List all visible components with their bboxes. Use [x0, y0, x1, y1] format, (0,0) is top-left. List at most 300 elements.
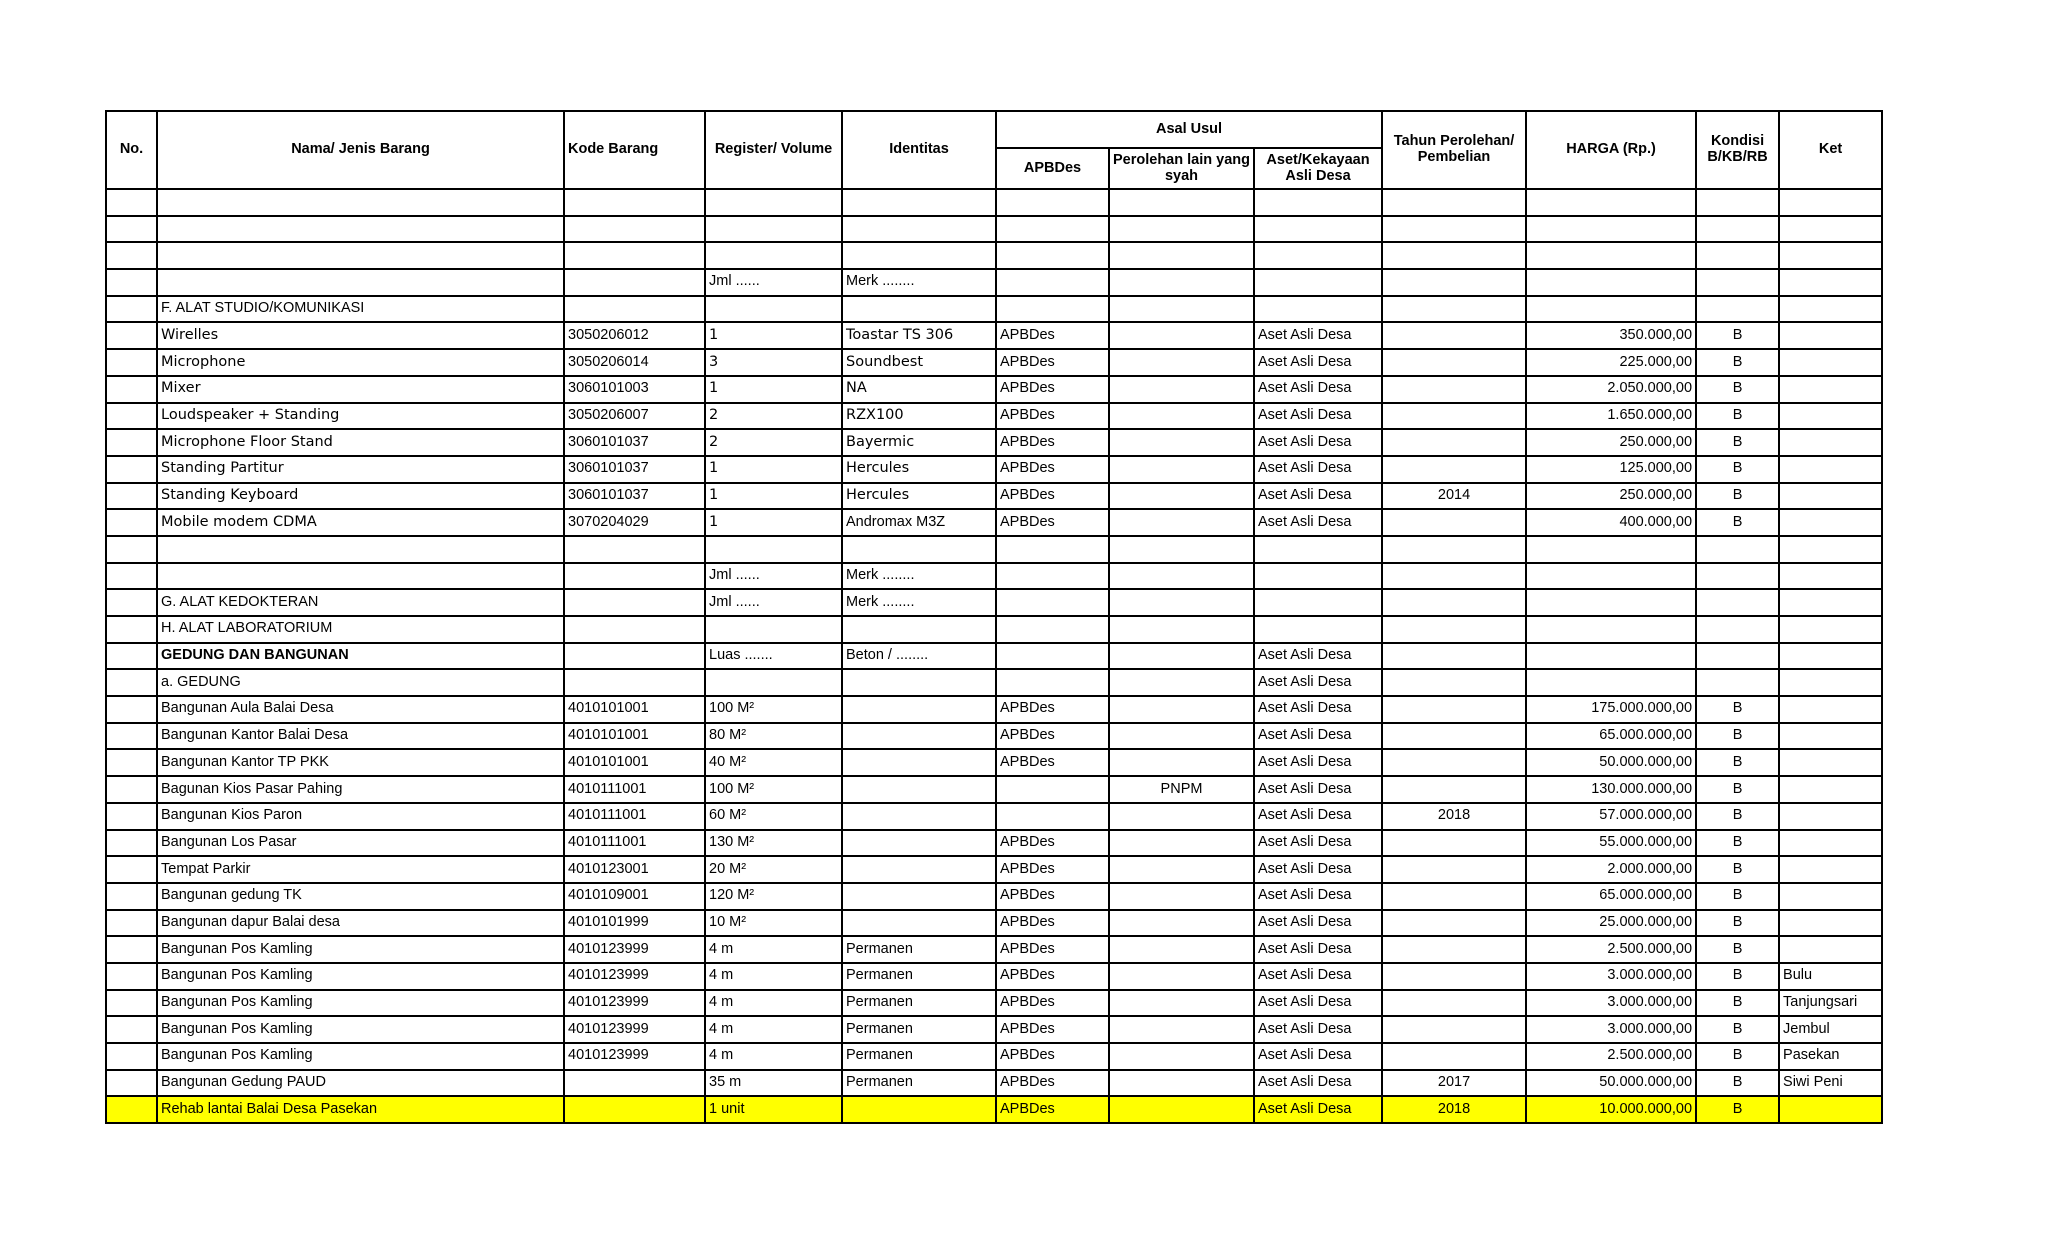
- cell-kondisi: [1696, 616, 1779, 643]
- cell-no: [106, 1043, 157, 1070]
- cell-ident: Permanen: [842, 990, 996, 1017]
- cell-ident: Merk ........: [842, 563, 996, 590]
- cell-ident: Permanen: [842, 963, 996, 990]
- cell-kondisi: B: [1696, 963, 1779, 990]
- cell-aset: Aset Asli Desa: [1254, 803, 1382, 830]
- cell-harga: 65.000.000,00: [1526, 723, 1696, 750]
- cell-apbdes: APBDes: [996, 1043, 1109, 1070]
- cell-apbdes: APBDes: [996, 883, 1109, 910]
- cell-harga: 65.000.000,00: [1526, 883, 1696, 910]
- cell-nama: [157, 536, 564, 563]
- cell-harga: 350.000,00: [1526, 322, 1696, 349]
- cell-kondisi: [1696, 269, 1779, 296]
- cell-nama: [157, 216, 564, 243]
- cell-no: [106, 1070, 157, 1097]
- cell-aset: Aset Asli Desa: [1254, 749, 1382, 776]
- table-row: [106, 883, 1882, 910]
- cell-kondisi: B: [1696, 883, 1779, 910]
- header-apbdes: APBDes: [996, 148, 1109, 189]
- cell-nama: Bangunan Pos Kamling: [157, 1043, 564, 1070]
- cell-aset: Aset Asli Desa: [1254, 483, 1382, 510]
- cell-reg: [705, 242, 842, 269]
- cell-aset: Aset Asli Desa: [1254, 1016, 1382, 1043]
- cell-aset: Aset Asli Desa: [1254, 1043, 1382, 1070]
- cell-no: [106, 776, 157, 803]
- cell-apbdes: [996, 296, 1109, 323]
- cell-kode: [564, 1070, 705, 1097]
- cell-harga: 10.000.000,00: [1526, 1096, 1696, 1123]
- cell-tahun: [1382, 910, 1526, 937]
- cell-tahun: [1382, 509, 1526, 536]
- cell-aset: Aset Asli Desa: [1254, 856, 1382, 883]
- cell-tahun: [1382, 749, 1526, 776]
- header-nama: Nama/ Jenis Barang: [157, 111, 564, 189]
- cell-nama: Bangunan Pos Kamling: [157, 963, 564, 990]
- cell-lain: [1109, 376, 1254, 403]
- cell-aset: Aset Asli Desa: [1254, 776, 1382, 803]
- cell-reg: 4 m: [705, 1043, 842, 1070]
- cell-tahun: [1382, 322, 1526, 349]
- cell-tahun: [1382, 616, 1526, 643]
- cell-ket: [1779, 910, 1882, 937]
- cell-kondisi: B: [1696, 936, 1779, 963]
- table-row: [106, 1043, 1882, 1070]
- cell-kondisi: B: [1696, 322, 1779, 349]
- cell-lain: [1109, 216, 1254, 243]
- cell-tahun: [1382, 376, 1526, 403]
- cell-no: [106, 749, 157, 776]
- table-row: [106, 403, 1882, 430]
- cell-no: [106, 883, 157, 910]
- cell-ket: Tanjungsari: [1779, 990, 1882, 1017]
- cell-kode: 3050206014: [564, 349, 705, 376]
- cell-kondisi: B: [1696, 376, 1779, 403]
- cell-lain: [1109, 242, 1254, 269]
- cell-tahun: [1382, 429, 1526, 456]
- cell-kode: 3050206007: [564, 403, 705, 430]
- cell-ket: [1779, 536, 1882, 563]
- cell-reg: 4 m: [705, 990, 842, 1017]
- cell-ident: [842, 1096, 996, 1123]
- cell-ket: [1779, 830, 1882, 857]
- cell-lain: [1109, 669, 1254, 696]
- cell-apbdes: APBDes: [996, 456, 1109, 483]
- cell-reg: 40 M²: [705, 749, 842, 776]
- cell-kondisi: B: [1696, 696, 1779, 723]
- cell-kondisi: [1696, 643, 1779, 670]
- cell-reg: 10 M²: [705, 910, 842, 937]
- cell-ident: [842, 776, 996, 803]
- cell-lain: [1109, 1016, 1254, 1043]
- cell-harga: [1526, 616, 1696, 643]
- cell-ket: [1779, 216, 1882, 243]
- table-row: [106, 296, 1882, 323]
- table-row: [106, 723, 1882, 750]
- cell-no: [106, 589, 157, 616]
- cell-ident: Merk ........: [842, 269, 996, 296]
- cell-no: [106, 483, 157, 510]
- cell-apbdes: APBDes: [996, 723, 1109, 750]
- cell-kondisi: B: [1696, 1043, 1779, 1070]
- cell-tahun: [1382, 563, 1526, 590]
- cell-no: [106, 563, 157, 590]
- cell-lain: [1109, 803, 1254, 830]
- cell-ket: [1779, 456, 1882, 483]
- cell-apbdes: APBDes: [996, 509, 1109, 536]
- cell-apbdes: APBDes: [996, 856, 1109, 883]
- cell-apbdes: APBDes: [996, 429, 1109, 456]
- table-row: [106, 910, 1882, 937]
- cell-no: [106, 669, 157, 696]
- cell-harga: 57.000.000,00: [1526, 803, 1696, 830]
- cell-kode: 3060101003: [564, 376, 705, 403]
- cell-apbdes: APBDes: [996, 1070, 1109, 1097]
- cell-lain: [1109, 963, 1254, 990]
- cell-ident: [842, 856, 996, 883]
- table-row: [106, 696, 1882, 723]
- cell-kode: [564, 669, 705, 696]
- cell-ket: [1779, 563, 1882, 590]
- cell-lain: [1109, 189, 1254, 216]
- cell-lain: [1109, 349, 1254, 376]
- cell-kode: 4010123999: [564, 936, 705, 963]
- cell-no: [106, 403, 157, 430]
- cell-reg: Jml ......: [705, 269, 842, 296]
- cell-nama: G. ALAT KEDOKTERAN: [157, 589, 564, 616]
- cell-lain: [1109, 456, 1254, 483]
- cell-kode: [564, 616, 705, 643]
- cell-nama: Bangunan Kantor Balai Desa: [157, 723, 564, 750]
- cell-reg: 100 M²: [705, 776, 842, 803]
- cell-harga: [1526, 589, 1696, 616]
- cell-kode: [564, 296, 705, 323]
- cell-ket: [1779, 349, 1882, 376]
- cell-reg: 1 unit: [705, 1096, 842, 1123]
- cell-harga: 175.000.000,00: [1526, 696, 1696, 723]
- header-asal-usul: Asal Usul: [996, 111, 1382, 148]
- cell-no: [106, 803, 157, 830]
- cell-tahun: [1382, 1043, 1526, 1070]
- cell-reg: 1: [705, 376, 842, 403]
- cell-harga: [1526, 296, 1696, 323]
- cell-no: [106, 696, 157, 723]
- cell-ident: Permanen: [842, 1043, 996, 1070]
- cell-ident: Soundbest: [842, 349, 996, 376]
- cell-ident: Permanen: [842, 1070, 996, 1097]
- cell-kode: 3050206012: [564, 322, 705, 349]
- cell-aset: [1254, 616, 1382, 643]
- cell-kondisi: B: [1696, 1096, 1779, 1123]
- cell-kode: 3060101037: [564, 429, 705, 456]
- cell-ket: [1779, 883, 1882, 910]
- cell-apbdes: APBDes: [996, 403, 1109, 430]
- header-tahun: Tahun Perolehan/ Pembelian: [1382, 111, 1526, 189]
- cell-ket: [1779, 1096, 1882, 1123]
- cell-ket: [1779, 269, 1882, 296]
- cell-nama: Bagunan Kios Pasar Pahing: [157, 776, 564, 803]
- cell-lain: [1109, 990, 1254, 1017]
- cell-kondisi: B: [1696, 1016, 1779, 1043]
- table-row: [106, 1070, 1882, 1097]
- cell-apbdes: [996, 669, 1109, 696]
- cell-tahun: 2014: [1382, 483, 1526, 510]
- cell-no: [106, 376, 157, 403]
- cell-apbdes: [996, 803, 1109, 830]
- cell-lain: [1109, 830, 1254, 857]
- cell-tahun: [1382, 242, 1526, 269]
- cell-nama: Bangunan dapur Balai desa: [157, 910, 564, 937]
- table-row: [106, 563, 1882, 590]
- cell-harga: 50.000.000,00: [1526, 749, 1696, 776]
- cell-nama: Bangunan Pos Kamling: [157, 936, 564, 963]
- cell-nama: Standing Partitur: [157, 456, 564, 483]
- cell-tahun: [1382, 189, 1526, 216]
- cell-ket: [1779, 856, 1882, 883]
- cell-nama: Bangunan Kantor TP PKK: [157, 749, 564, 776]
- cell-reg: 4 m: [705, 936, 842, 963]
- cell-kondisi: B: [1696, 723, 1779, 750]
- cell-nama: Wirelles: [157, 322, 564, 349]
- cell-tahun: [1382, 216, 1526, 243]
- table-row: [106, 216, 1882, 243]
- cell-no: [106, 830, 157, 857]
- cell-kode: [564, 643, 705, 670]
- cell-ket: [1779, 643, 1882, 670]
- cell-kondisi: B: [1696, 429, 1779, 456]
- table-row: [106, 643, 1882, 670]
- cell-tahun: [1382, 349, 1526, 376]
- cell-ket: [1779, 723, 1882, 750]
- cell-tahun: [1382, 269, 1526, 296]
- table-row: [106, 456, 1882, 483]
- cell-no: [106, 296, 157, 323]
- cell-aset: Aset Asli Desa: [1254, 963, 1382, 990]
- table-row: [106, 189, 1882, 216]
- cell-lain: [1109, 910, 1254, 937]
- cell-reg: [705, 189, 842, 216]
- cell-kondisi: [1696, 189, 1779, 216]
- cell-ket: [1779, 803, 1882, 830]
- cell-lain: [1109, 936, 1254, 963]
- header-register: Register/ Volume: [705, 111, 842, 189]
- cell-nama: Bangunan Aula Balai Desa: [157, 696, 564, 723]
- cell-apbdes: [996, 269, 1109, 296]
- cell-tahun: 2017: [1382, 1070, 1526, 1097]
- cell-kondisi: B: [1696, 910, 1779, 937]
- cell-kondisi: B: [1696, 1070, 1779, 1097]
- cell-kondisi: [1696, 563, 1779, 590]
- cell-reg: [705, 536, 842, 563]
- cell-ket: [1779, 776, 1882, 803]
- table-row: [106, 616, 1882, 643]
- table-row: [106, 776, 1882, 803]
- cell-ket: [1779, 189, 1882, 216]
- cell-aset: [1254, 242, 1382, 269]
- cell-kondisi: B: [1696, 509, 1779, 536]
- cell-ket: [1779, 589, 1882, 616]
- cell-ident: [842, 536, 996, 563]
- cell-ident: Permanen: [842, 936, 996, 963]
- cell-lain: [1109, 1043, 1254, 1070]
- cell-ident: [842, 803, 996, 830]
- cell-ident: [842, 910, 996, 937]
- cell-tahun: [1382, 643, 1526, 670]
- table-row: [106, 936, 1882, 963]
- cell-apbdes: [996, 189, 1109, 216]
- cell-lain: [1109, 483, 1254, 510]
- cell-harga: 25.000.000,00: [1526, 910, 1696, 937]
- cell-reg: 1: [705, 483, 842, 510]
- cell-no: [106, 856, 157, 883]
- cell-no: [106, 910, 157, 937]
- cell-reg: 60 M²: [705, 803, 842, 830]
- cell-apbdes: [996, 643, 1109, 670]
- cell-kondisi: B: [1696, 456, 1779, 483]
- cell-kondisi: B: [1696, 803, 1779, 830]
- cell-lain: [1109, 429, 1254, 456]
- cell-apbdes: [996, 216, 1109, 243]
- cell-ket: Siwi Peni: [1779, 1070, 1882, 1097]
- cell-harga: [1526, 216, 1696, 243]
- cell-ket: [1779, 669, 1882, 696]
- cell-ket: [1779, 936, 1882, 963]
- cell-lain: [1109, 403, 1254, 430]
- cell-kode: [564, 189, 705, 216]
- cell-aset: Aset Asli Desa: [1254, 1070, 1382, 1097]
- cell-kondisi: B: [1696, 483, 1779, 510]
- cell-kode: 4010111001: [564, 830, 705, 857]
- table-row: [106, 1016, 1882, 1043]
- cell-ident: [842, 216, 996, 243]
- cell-kode: [564, 589, 705, 616]
- cell-nama: [157, 269, 564, 296]
- cell-apbdes: APBDes: [996, 322, 1109, 349]
- table-body: [106, 189, 1882, 1123]
- cell-no: [106, 242, 157, 269]
- cell-nama: Bangunan Gedung PAUD: [157, 1070, 564, 1097]
- cell-ident: [842, 189, 996, 216]
- cell-apbdes: APBDes: [996, 830, 1109, 857]
- cell-tahun: [1382, 776, 1526, 803]
- cell-lain: [1109, 696, 1254, 723]
- cell-harga: 225.000,00: [1526, 349, 1696, 376]
- cell-ident: [842, 669, 996, 696]
- cell-kondisi: [1696, 536, 1779, 563]
- cell-no: [106, 963, 157, 990]
- cell-lain: [1109, 269, 1254, 296]
- cell-tahun: [1382, 456, 1526, 483]
- cell-ket: [1779, 429, 1882, 456]
- cell-ident: [842, 749, 996, 776]
- cell-aset: Aset Asli Desa: [1254, 830, 1382, 857]
- cell-kode: 3060101037: [564, 456, 705, 483]
- cell-reg: 3: [705, 349, 842, 376]
- cell-kode: 4010123999: [564, 990, 705, 1017]
- cell-harga: 3.000.000,00: [1526, 1016, 1696, 1043]
- header-identitas: Identitas: [842, 111, 996, 189]
- cell-no: [106, 723, 157, 750]
- cell-ident: Beton / ........: [842, 643, 996, 670]
- cell-ket: [1779, 696, 1882, 723]
- cell-aset: Aset Asli Desa: [1254, 910, 1382, 937]
- cell-nama: F. ALAT STUDIO/KOMUNIKASI: [157, 296, 564, 323]
- cell-ident: NA: [842, 376, 996, 403]
- cell-tahun: [1382, 669, 1526, 696]
- cell-tahun: 2018: [1382, 1096, 1526, 1123]
- cell-ket: [1779, 509, 1882, 536]
- cell-nama: GEDUNG DAN BANGUNAN: [157, 643, 564, 670]
- cell-no: [106, 936, 157, 963]
- table-row: [106, 749, 1882, 776]
- cell-nama: Tempat Parkir: [157, 856, 564, 883]
- cell-ident: Hercules: [842, 483, 996, 510]
- cell-nama: Bangunan gedung TK: [157, 883, 564, 910]
- cell-ket: Bulu: [1779, 963, 1882, 990]
- cell-lain: [1109, 749, 1254, 776]
- cell-apbdes: [996, 616, 1109, 643]
- header-aset-kekayaan: Aset/Kekayaan Asli Desa: [1254, 148, 1382, 189]
- cell-tahun: [1382, 536, 1526, 563]
- cell-reg: Jml ......: [705, 589, 842, 616]
- cell-ket: [1779, 403, 1882, 430]
- cell-harga: 250.000,00: [1526, 483, 1696, 510]
- cell-nama: Standing Keyboard: [157, 483, 564, 510]
- cell-harga: 130.000.000,00: [1526, 776, 1696, 803]
- table-row: [106, 830, 1882, 857]
- cell-reg: 80 M²: [705, 723, 842, 750]
- cell-reg: 130 M²: [705, 830, 842, 857]
- cell-aset: Aset Asli Desa: [1254, 643, 1382, 670]
- cell-lain: [1109, 883, 1254, 910]
- cell-harga: [1526, 189, 1696, 216]
- cell-harga: [1526, 269, 1696, 296]
- table-row: [106, 536, 1882, 563]
- cell-lain: [1109, 296, 1254, 323]
- cell-kode: 4010109001: [564, 883, 705, 910]
- cell-aset: [1254, 536, 1382, 563]
- cell-kode: [564, 269, 705, 296]
- cell-harga: 250.000,00: [1526, 429, 1696, 456]
- cell-ident: Bayermic: [842, 429, 996, 456]
- cell-kode: 4010101999: [564, 910, 705, 937]
- cell-ident: [842, 830, 996, 857]
- cell-apbdes: APBDes: [996, 1016, 1109, 1043]
- cell-ket: [1779, 296, 1882, 323]
- cell-kondisi: B: [1696, 403, 1779, 430]
- cell-reg: [705, 296, 842, 323]
- cell-kondisi: [1696, 296, 1779, 323]
- table-row: [106, 1096, 1882, 1123]
- cell-kondisi: B: [1696, 830, 1779, 857]
- cell-aset: Aset Asli Desa: [1254, 322, 1382, 349]
- cell-kode: [564, 242, 705, 269]
- cell-reg: 120 M²: [705, 883, 842, 910]
- cell-apbdes: APBDes: [996, 1096, 1109, 1123]
- header-no: No.: [106, 111, 157, 189]
- cell-aset: Aset Asli Desa: [1254, 1096, 1382, 1123]
- cell-apbdes: [996, 242, 1109, 269]
- cell-aset: Aset Asli Desa: [1254, 990, 1382, 1017]
- cell-reg: 4 m: [705, 1016, 842, 1043]
- cell-tahun: [1382, 936, 1526, 963]
- cell-kode: [564, 563, 705, 590]
- table-row: [106, 242, 1882, 269]
- cell-apbdes: [996, 589, 1109, 616]
- cell-apbdes: APBDes: [996, 990, 1109, 1017]
- cell-harga: [1526, 536, 1696, 563]
- cell-aset: Aset Asli Desa: [1254, 403, 1382, 430]
- cell-lain: [1109, 509, 1254, 536]
